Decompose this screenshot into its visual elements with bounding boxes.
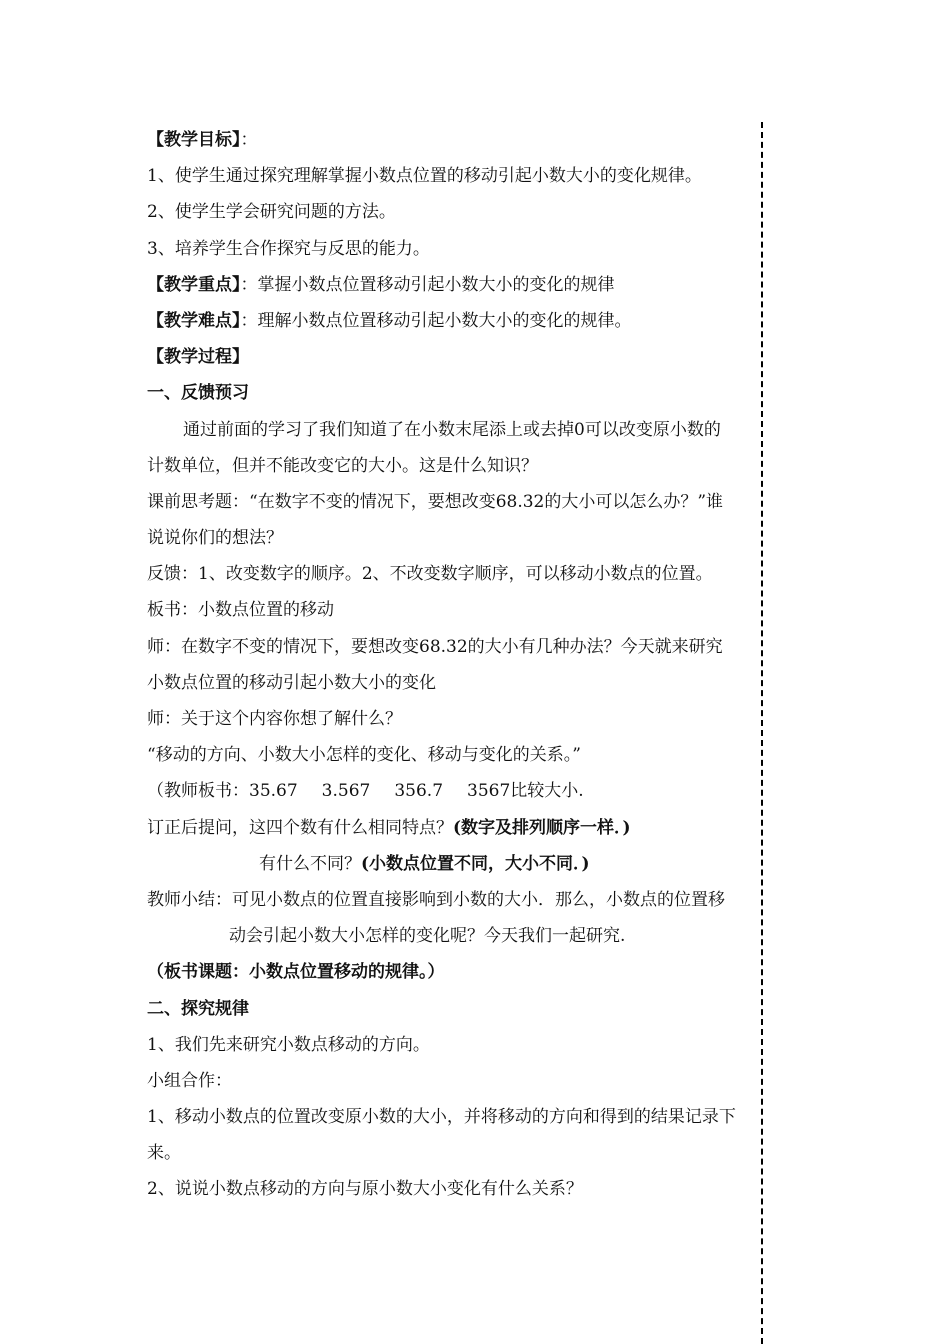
board-number: 35.67 bbox=[249, 781, 298, 802]
summary-line: 动会引起小数大小怎样的变化呢？今天我们一起研究. bbox=[229, 926, 626, 947]
section2-heading: 二、探究规律 bbox=[147, 998, 249, 1019]
question2-answer: (小数点位置不同，大小不同．) bbox=[361, 853, 590, 874]
paragraph-line: 1、我们先来研究小数点移动的方向。 bbox=[147, 1034, 430, 1055]
objective-item: 1、使学生通过探究理解掌握小数点位置的移动引起小数大小的变化规律。 bbox=[147, 166, 702, 187]
paragraph-line: 师：在数字不变的情况下，要想改变68.32的大小有几种办法？今天就来研究 bbox=[147, 636, 723, 657]
section1-heading: 一、反馈预习 bbox=[147, 383, 249, 404]
objective-item: 3、培养学生合作探究与反思的能力。 bbox=[147, 238, 430, 259]
board-topic: （板书课题：小数点位置移动的规律。） bbox=[147, 962, 445, 983]
paragraph-line: 小数点位置的移动引起小数大小的变化 bbox=[147, 672, 436, 693]
document-body bbox=[147, 122, 817, 1208]
paragraph-line: 小组合作： bbox=[147, 1070, 232, 1091]
paragraph-line: 师：关于这个内容你想了解什么？ bbox=[147, 709, 402, 729]
paragraph-line: 课前思考题：“在数字不变的情况下，要想改变68.32的大小可以怎么办？”谁 bbox=[147, 491, 724, 512]
paragraph-line: 说说你们的想法？ bbox=[147, 528, 283, 549]
key-point-line bbox=[147, 267, 817, 303]
paragraph-line: 1、移动小数点的位置改变原小数的大小，并将移动的方向和得到的结果记录下 bbox=[147, 1107, 736, 1128]
paragraph-line: 2、说说小数点移动的方向与原小数大小变化有什么关系？ bbox=[147, 1179, 583, 1200]
paragraph-line: 通过前面的学习了我们知道了在小数末尾添上或去掉0可以改变原小数的 bbox=[183, 419, 721, 440]
summary-line: 教师小结：可见小数点的位置直接影响到小数的大小．那么，小数点的位置移 bbox=[147, 889, 725, 910]
key-point-text: ：掌握小数点位置移动引起小数大小的变化的规律 bbox=[240, 274, 615, 295]
question2-line bbox=[147, 846, 817, 882]
question1-answer: (数字及排列顺序一样．) bbox=[453, 817, 631, 838]
board-suffix: 比较大小. bbox=[510, 781, 584, 802]
question1-text: 订正后提问，这四个数有什么相同特点？ bbox=[147, 817, 453, 838]
paragraph-line: 来。 bbox=[147, 1143, 181, 1164]
difficulty-text: ：理解小数点位置移动引起小数大小的变化的规律。 bbox=[240, 310, 632, 331]
paragraph-line: “移动的方向、小数大小怎样的变化、移动与变化的关系。” bbox=[147, 745, 581, 766]
paragraph-line: 板书：小数点位置的移动 bbox=[147, 600, 334, 621]
objectives-heading-line bbox=[147, 122, 817, 158]
objectives-heading: 【教学目标】 bbox=[147, 130, 241, 150]
board-number: 3567 bbox=[467, 781, 511, 802]
question2-text: 有什么不同？ bbox=[259, 853, 361, 874]
board-number: 3.567 bbox=[321, 781, 371, 802]
process-heading: 【教学过程】 bbox=[147, 347, 249, 368]
paragraph-line: 计数单位，但并不能改变它的大小。这是什么知识？ bbox=[147, 455, 538, 476]
difficulty-line bbox=[147, 303, 817, 339]
paragraph-line: 反馈：1、改变数字的顺序。2、不改变数字顺序，可以移动小数点的位置。 bbox=[147, 564, 713, 585]
question1-line bbox=[147, 810, 817, 846]
objective-item: 2、使学生学会研究问题的方法。 bbox=[147, 202, 396, 223]
board-prefix: （教师板书： bbox=[147, 781, 249, 802]
key-point-label: 【教学重点】 bbox=[147, 274, 241, 295]
difficulty-label: 【教学难点】 bbox=[147, 310, 241, 331]
board-numbers-line bbox=[147, 773, 817, 809]
objectives-colon: ： bbox=[240, 130, 258, 150]
board-number: 356.7 bbox=[394, 781, 444, 802]
